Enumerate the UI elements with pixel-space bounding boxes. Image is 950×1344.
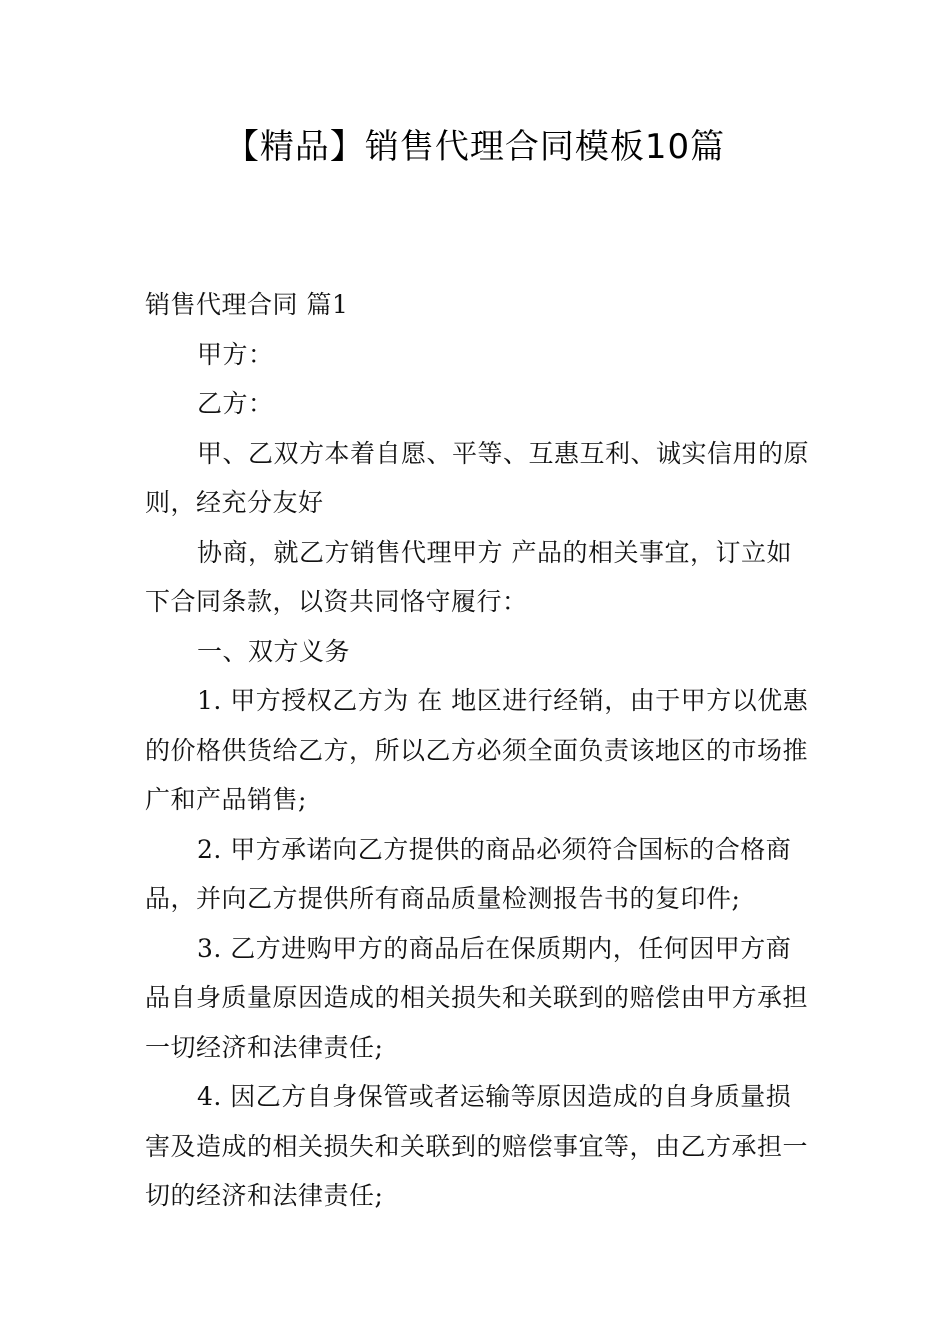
obligations-heading: 一、双方义务 bbox=[197, 636, 351, 666]
clause-1: 1. 甲方授权乙方为 在 地区进行经销，由于甲方以优惠的价格供货给乙方，所以乙方必须全面负责该地区的市场推广和产品销售; bbox=[145, 686, 809, 814]
clause-3: 3. 乙方进购甲方的商品后在保质期内，任何因甲方商品自身质量原因造成的相关损失和关联到的赔偿由甲方承担一切经济和法律责任; bbox=[145, 933, 809, 1062]
party-b-line: 乙方： bbox=[197, 389, 274, 418]
party-a-line: 甲方： bbox=[197, 339, 274, 369]
clause-4: 4. 因乙方自身保管或者运输等原因造成的自身质量损害及造成的相关损失和关联到的赔偿事宜等，由乙方承担一切的经济和法律责任; bbox=[145, 1082, 809, 1210]
section-heading: 销售代理合同 篇1 bbox=[145, 290, 349, 319]
document-body bbox=[145, 280, 810, 1221]
preamble-continuation: 协商，就乙方销售代理甲方 产品的相关事宜，订立如下合同条款，以资共同恪守履行： bbox=[145, 537, 792, 616]
preamble-paragraph: 甲、乙双方本着自愿、平等、互惠互利、诚实信用的原则，经充分友好 bbox=[145, 438, 810, 517]
clause-2: 2. 甲方承诺向乙方提供的商品必须符合国标的合格商品，并向乙方提供所有商品质量检测报告书的复印件; bbox=[145, 834, 792, 913]
document-title: 【精品】销售代理合同模板10篇 bbox=[224, 127, 726, 167]
